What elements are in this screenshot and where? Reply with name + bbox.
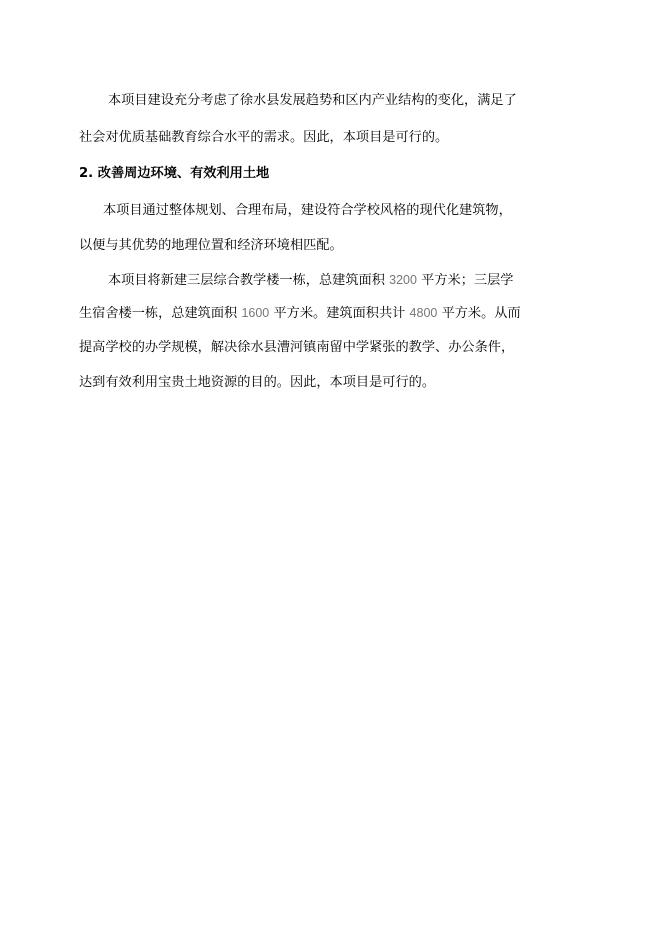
paragraph-3-line-2	[79, 303, 521, 323]
total-area-value: 4800	[409, 306, 438, 320]
paragraph-1-line-1: 本项目建设充分考虑了徐水县发展趋势和区内产业结构的变化，满足了	[108, 93, 517, 108]
section-2-heading	[79, 164, 269, 184]
paragraph-3-text: 本项目将新建三层综合教学楼一栋，总建筑面积	[108, 273, 385, 288]
paragraph-3-text: 平方米。建筑面积共计	[273, 306, 406, 321]
paragraph-2-line-1: 本项目通过整体规划、合理布局，建设符合学校风格的现代化建筑物，	[103, 203, 512, 218]
paragraph-3-line-3: 提高学校的办学规模，解决徐水县漕河镇南留中学紧张的教学、办公条件，	[79, 340, 515, 355]
paragraph-3-line-4: 达到有效利用宝贵土地资源的目的。因此，本项目是可行的。	[79, 375, 436, 390]
section-2-title: 改善周边环境、有效利用土地	[97, 166, 270, 181]
teaching-building-area-value: 3200	[389, 273, 417, 287]
paragraph-3-text: 平方米；三层学	[421, 273, 514, 288]
paragraph-3-line-1	[108, 270, 513, 290]
paragraph-2-line-2: 以便与其优势的地理位置和经济环境相匹配。	[79, 238, 343, 253]
paragraph-3-text: 平方米。从而	[441, 306, 521, 321]
paragraph-3-text: 生宿舍楼一栋，总建筑面积	[79, 306, 238, 321]
paragraph-1-line-2: 社会对优质基础教育综合水平的需求。因此，本项目是可行的。	[79, 130, 449, 145]
dormitory-area-value: 1600	[241, 306, 270, 320]
section-2-number: 2.	[79, 166, 94, 181]
